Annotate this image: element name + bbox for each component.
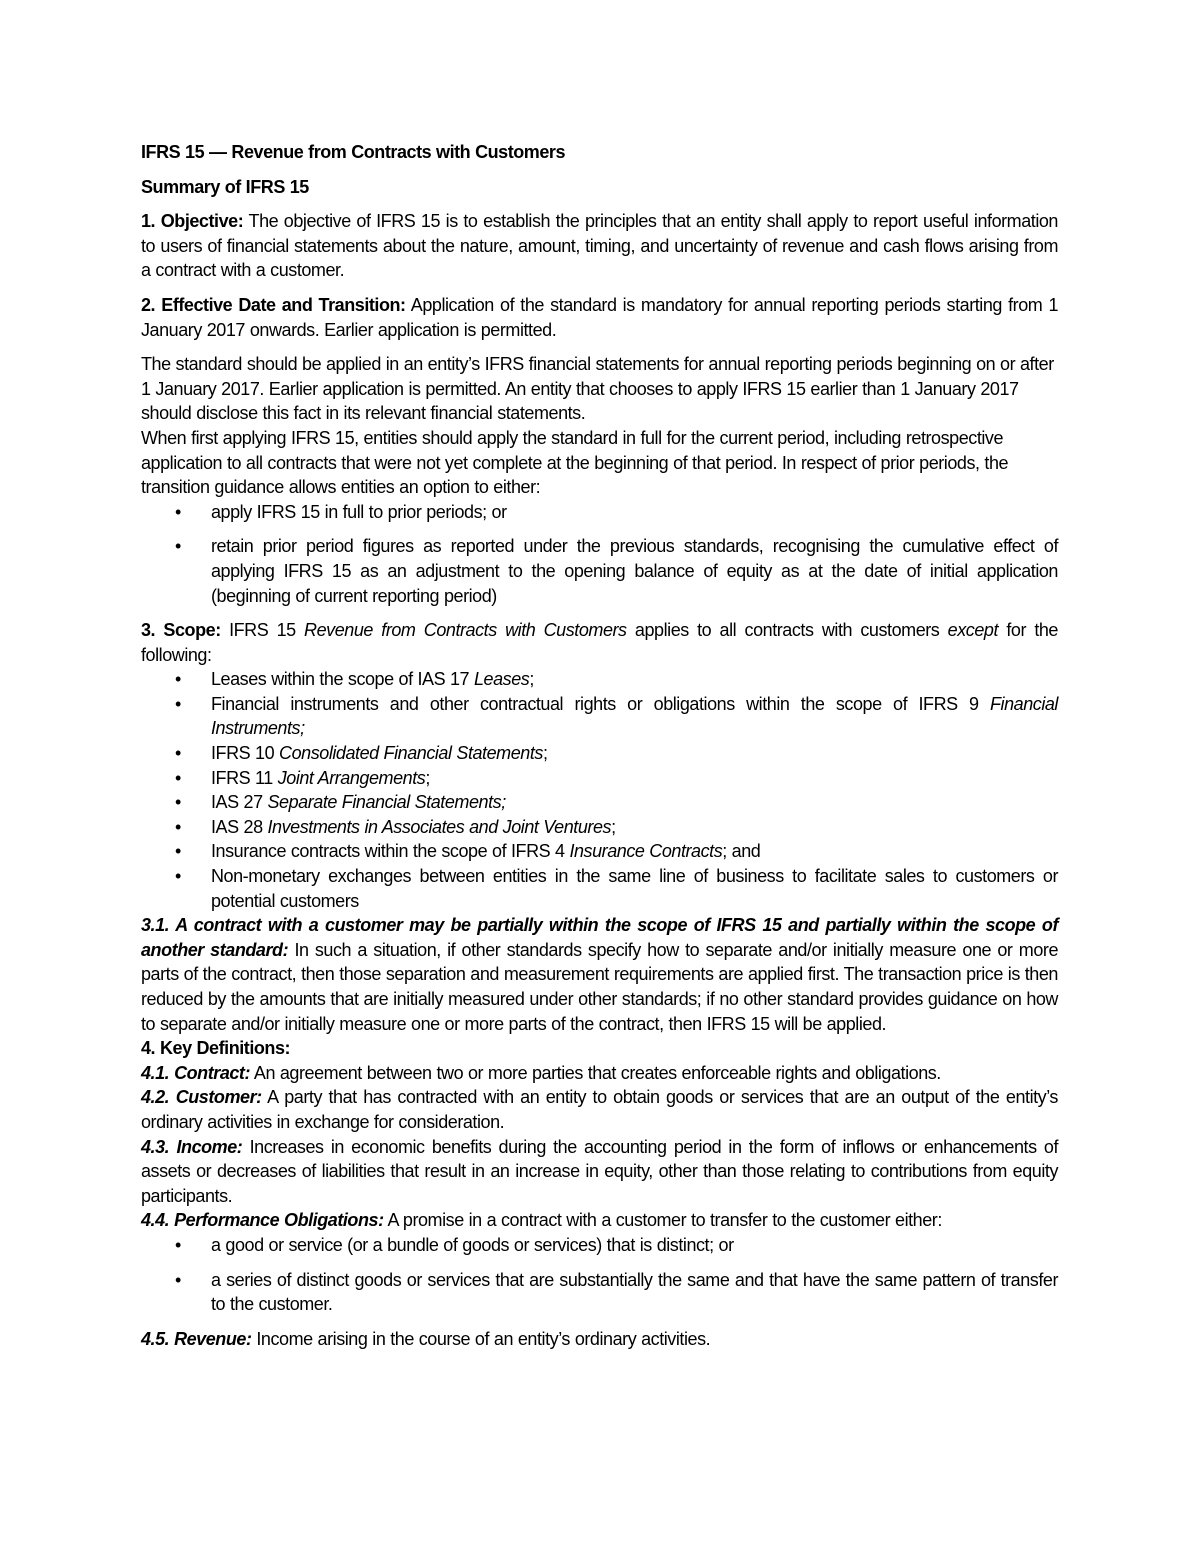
objective-label: 1. Objective: [141, 211, 244, 232]
section-scope: 3. Scope: IFRS 15 Revenue from Contracts with Customers applies to all contracts with customers except for the following: [141, 620, 1058, 665]
bullet-icon: • [175, 841, 181, 862]
effective-text: Application of the standard is mandatory for annual reporting periods starting from 1 January 2017 onwards. Earlier application is permitted. [141, 294, 1059, 340]
effective-label: 2. Effective Date and Transition: [141, 294, 406, 315]
definition-customer: 4.2. Customer: A party that has contracted with an entity to obtain goods or services that are an output of the entity’s ordinary activities in exchange for consideration. [141, 1087, 1058, 1132]
list-item: • IFRS 10 Consolidated Financial Statements; [141, 741, 1058, 766]
document-subtitle: Summary of IFRS 15 [141, 176, 309, 197]
section-objective [141, 209, 1058, 283]
section-effective-date [141, 293, 1058, 342]
document-title: IFRS 15 — Revenue from Contracts with Customers [141, 142, 566, 162]
list-item: • apply IFRS 15 in full to prior periods; or [141, 500, 1058, 525]
bullet-icon: • [175, 1269, 181, 1290]
bullet-icon: • [175, 536, 181, 557]
list-item: • Insurance contracts within the scope of IFRS 4 Insurance Contracts; and [141, 839, 1058, 864]
list-item: • Leases within the scope of IAS 17 Leases; [141, 667, 1058, 692]
bullet-icon: • [175, 792, 181, 813]
transition-options-list [141, 500, 1058, 608]
list-item: • Non-monetary exchanges between entities in the same line of business to facilitate sales to customers or potential customers [175, 866, 1058, 911]
document-content [141, 140, 1058, 1351]
list-item: • a series of distinct goods or services that are substantially the same and that have the same pattern of transfer to the customer. [175, 1269, 1058, 1315]
definition-revenue: 4.5. Revenue: Income arising in the course of an entity’s ordinary activities. [141, 1328, 711, 1349]
section-partial-scope [141, 913, 1058, 1036]
effective-paragraph-1: The standard should be applied in an entity’s IFRS financial statements for annual reporting periods beginning on or after 1 January 2017. Earlier application is permitted. An entity that chooses to apply IFRS 15 earlier than 1 January 2017 should disclose this fact in its relevant financial statements. [141, 354, 1054, 424]
bullet-icon: • [175, 866, 181, 887]
bullet-icon: • [175, 1234, 181, 1255]
list-item: • IFRS 11 Joint Arrangements; [141, 766, 1058, 791]
list-item: • IAS 28 Investments in Associates and Joint Ventures; [141, 815, 1058, 840]
definition-income: 4.3. Income: Increases in economic benefits during the accounting period in the form of inflows or enhancements of assets or decreases of liabilities that result in an increase in equity, other than those relating to contributions from equity participants. [141, 1136, 1059, 1206]
performance-obligations-list [141, 1233, 1058, 1317]
scope-exceptions-list [141, 667, 1058, 913]
bullet-icon: • [175, 743, 181, 764]
definition-contract: 4.1. Contract: An agreement between two or more parties that creates enforceable rights and obligations. [141, 1062, 941, 1083]
list-item: • retain prior period figures as reported under the previous standards, recognising the cumulative effect of applying IFRS 15 as an adjustment to the opening balance of equity as at the date of initial application (beginning of current reporting period) [175, 536, 1058, 606]
objective-text: The objective of IFRS 15 is to establish the principles that an entity shall apply to report useful information to users of financial statements about the nature, amount, timing, and uncertainty of revenue and cash flows arising from a contract with a customer. [141, 211, 1058, 281]
list-item: • IAS 27 Separate Financial Statements; [141, 790, 1058, 815]
bullet-icon: • [175, 816, 181, 837]
section-key-definitions: 4. Key Definitions: [141, 1038, 291, 1059]
effective-paragraph-2: When first applying IFRS 15, entities should apply the standard in full for the current period, including retrospective application to all contracts that were not yet complete at the beginning of that period. In respect of prior periods, the transition guidance allows entities an option to either: [141, 427, 1009, 498]
list-item: • a good or service (or a bundle of goods or services) that is distinct; or [141, 1233, 1058, 1258]
partial-scope-text: In such a situation, if other standards specify how to separate and/or initially measure one or more parts of the contract, then those separation and measurement requirements are applied first. The transaction price is then reduced by the amounts that are initially measured under other standards; if no other standard provides guidance on how to separate and/or initially measure one or more parts of the contract, then IFRS 15 will be applied. [141, 939, 1058, 1034]
bullet-icon: • [175, 501, 181, 522]
list-item: • Financial instruments and other contractual rights or obligations within the scope of IFRS 9 Financial Instruments; [175, 693, 1058, 739]
bullet-icon: • [175, 767, 181, 788]
partial-scope-label: 3.1. A contract with a customer may be partially within the scope of IFRS 15 and partially within the scope of another standard: [141, 915, 1058, 960]
scope-label: 3. Scope: [141, 620, 221, 641]
definition-performance-obligations: 4.4. Performance Obligations: A promise in a contract with a customer to transfer to the customer either: [141, 1210, 942, 1231]
bullet-icon: • [175, 693, 181, 714]
bullet-icon: • [175, 669, 181, 690]
